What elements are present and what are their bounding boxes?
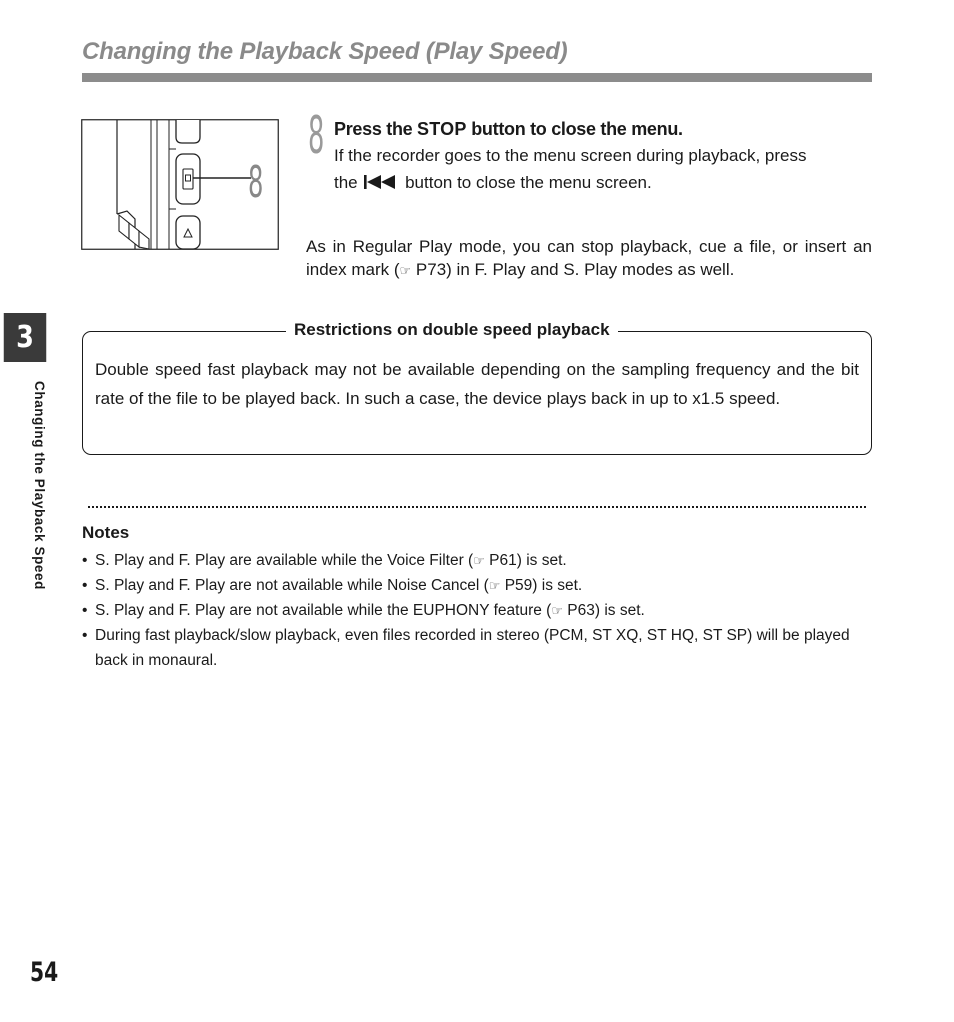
restrictions-title: Restrictions on double speed playback — [286, 320, 618, 340]
notes-list — [82, 548, 874, 673]
note-item — [82, 623, 874, 673]
note-item — [82, 548, 874, 573]
step-body-suffix: button to close the menu screen. — [400, 173, 652, 192]
step-body — [334, 142, 874, 196]
step-body-prefix: the — [334, 173, 363, 192]
callout-number: 8 — [248, 157, 264, 209]
para-text-after: P73) in F. Play and S. Play modes as well. — [411, 260, 735, 279]
step-number: 8 — [308, 106, 325, 166]
para-text-before: As in Regular Play mode, you can stop playback, cue a file, or insert an index mark ( — [306, 237, 872, 279]
note-text-end: P59) is set. — [500, 577, 583, 594]
pointing-hand-icon: ☞ — [473, 553, 485, 568]
chapter-tab: 3 — [4, 313, 47, 362]
note-text-end: P61) is set. — [484, 552, 567, 569]
note-text: During fast playback/slow playback, even files recorded in stereo (PCM, ST XQ, ST HQ, ST SP) will be played back in monaural. — [95, 627, 850, 669]
step-heading-prefix: Press the — [334, 119, 418, 139]
page-title: Changing the Playback Speed (Play Speed) — [82, 38, 568, 65]
recorder-illustration — [81, 119, 279, 250]
title-rule — [82, 73, 872, 82]
note-text-end: P63) is set. — [563, 602, 645, 619]
note-text: S. Play and F. Play are not available while the EUPHONY feature ( — [95, 602, 552, 619]
skip-back-icon — [364, 175, 398, 189]
note-item — [82, 598, 874, 623]
stop-button-label: STOP — [417, 119, 467, 139]
intro-paragraph — [306, 235, 872, 282]
restrictions-body: Double speed fast playback may not be available depending on the sampling frequency and the bit rate of the file to be played back. In such a case, the device plays back in up to x1.5 speed. — [95, 360, 859, 408]
pointing-hand-icon: ☞ — [488, 578, 501, 593]
note-item — [82, 573, 874, 598]
note-text: S. Play and F. Play are not available while Noise Cancel ( — [95, 577, 489, 594]
step-heading — [334, 119, 683, 140]
step-body-line1: If the recorder goes to the menu screen during playback, press — [334, 146, 807, 165]
pointing-hand-icon: ☞ — [399, 263, 412, 278]
step-heading-suffix: button to close the menu. — [466, 119, 683, 139]
step-body-line2 — [334, 169, 874, 196]
notes-title: Notes — [82, 523, 130, 542]
side-section-label: Changing the Playback Speed — [32, 381, 47, 590]
dotted-separator — [88, 506, 866, 508]
pointing-hand-icon: ☞ — [551, 603, 563, 618]
page-number: 54 — [30, 957, 59, 988]
note-text: S. Play and F. Play are available while the Voice Filter ( — [95, 552, 474, 569]
